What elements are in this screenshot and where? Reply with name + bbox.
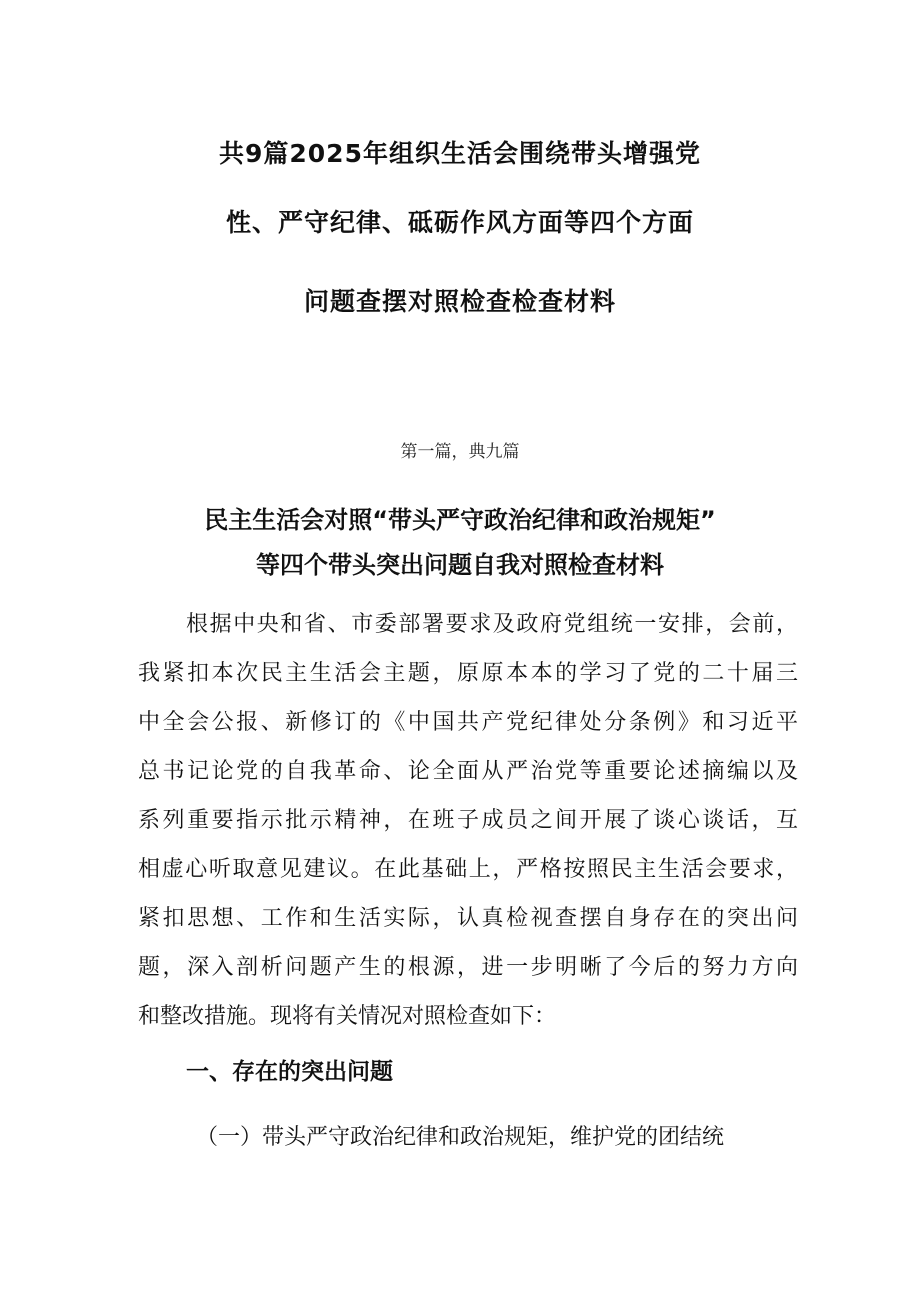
subtitle-line-2: 等四个带头突出问题自我对照检查材料 xyxy=(256,551,664,579)
body-line: 我紧扣本次民主生活会主题，原原本本的学习了党的二十届三 xyxy=(138,661,798,686)
document-title-line-1: 共9篇2025年组织生活会围绕带头增强党 xyxy=(219,139,701,168)
subsection-heading-1: （一）带头严守政治纪律和政治规矩，维护党的团结统 xyxy=(196,1125,725,1150)
document-title-line-2: 性、严守纪律、砥砺作风方面等四个方面 xyxy=(225,208,694,237)
section-heading-1: 一、存在的突出问题 xyxy=(186,1058,393,1085)
body-line: 系列重要指示批示精神，在班子成员之间开展了谈心谈话，互 xyxy=(138,808,798,833)
subtitle-line-1: 民主生活会对照“带头严守政治纪律和政治规矩” xyxy=(204,506,716,534)
body-line: 中全会公报、新修订的《中国共产党纪律处分条例》和习近平 xyxy=(138,710,798,735)
document-title-line-3: 问题查摆对照检查检查材料 xyxy=(303,287,616,316)
body-line: 紧扣思想、工作和生活实际，认真检视查摆自身存在的突出问 xyxy=(138,906,798,931)
body-line: 题，深入剖析问题产生的根源，进一步明晰了今后的努力方向 xyxy=(138,955,798,980)
body-line: 相虚心听取意见建议。在此基础上，严格按照民主生活会要求， xyxy=(138,857,798,882)
body-line: 总书记论党的自我革命、论全面从严治党等重要论述摘编以及 xyxy=(138,759,798,784)
body-line: 根据中央和省、市委部署要求及政府党组统一安排，会前， xyxy=(186,612,798,637)
body-line: 和整改措施。现将有关情况对照检查如下： xyxy=(138,1004,557,1029)
section-label: 第一篇，典九篇 xyxy=(400,442,520,462)
